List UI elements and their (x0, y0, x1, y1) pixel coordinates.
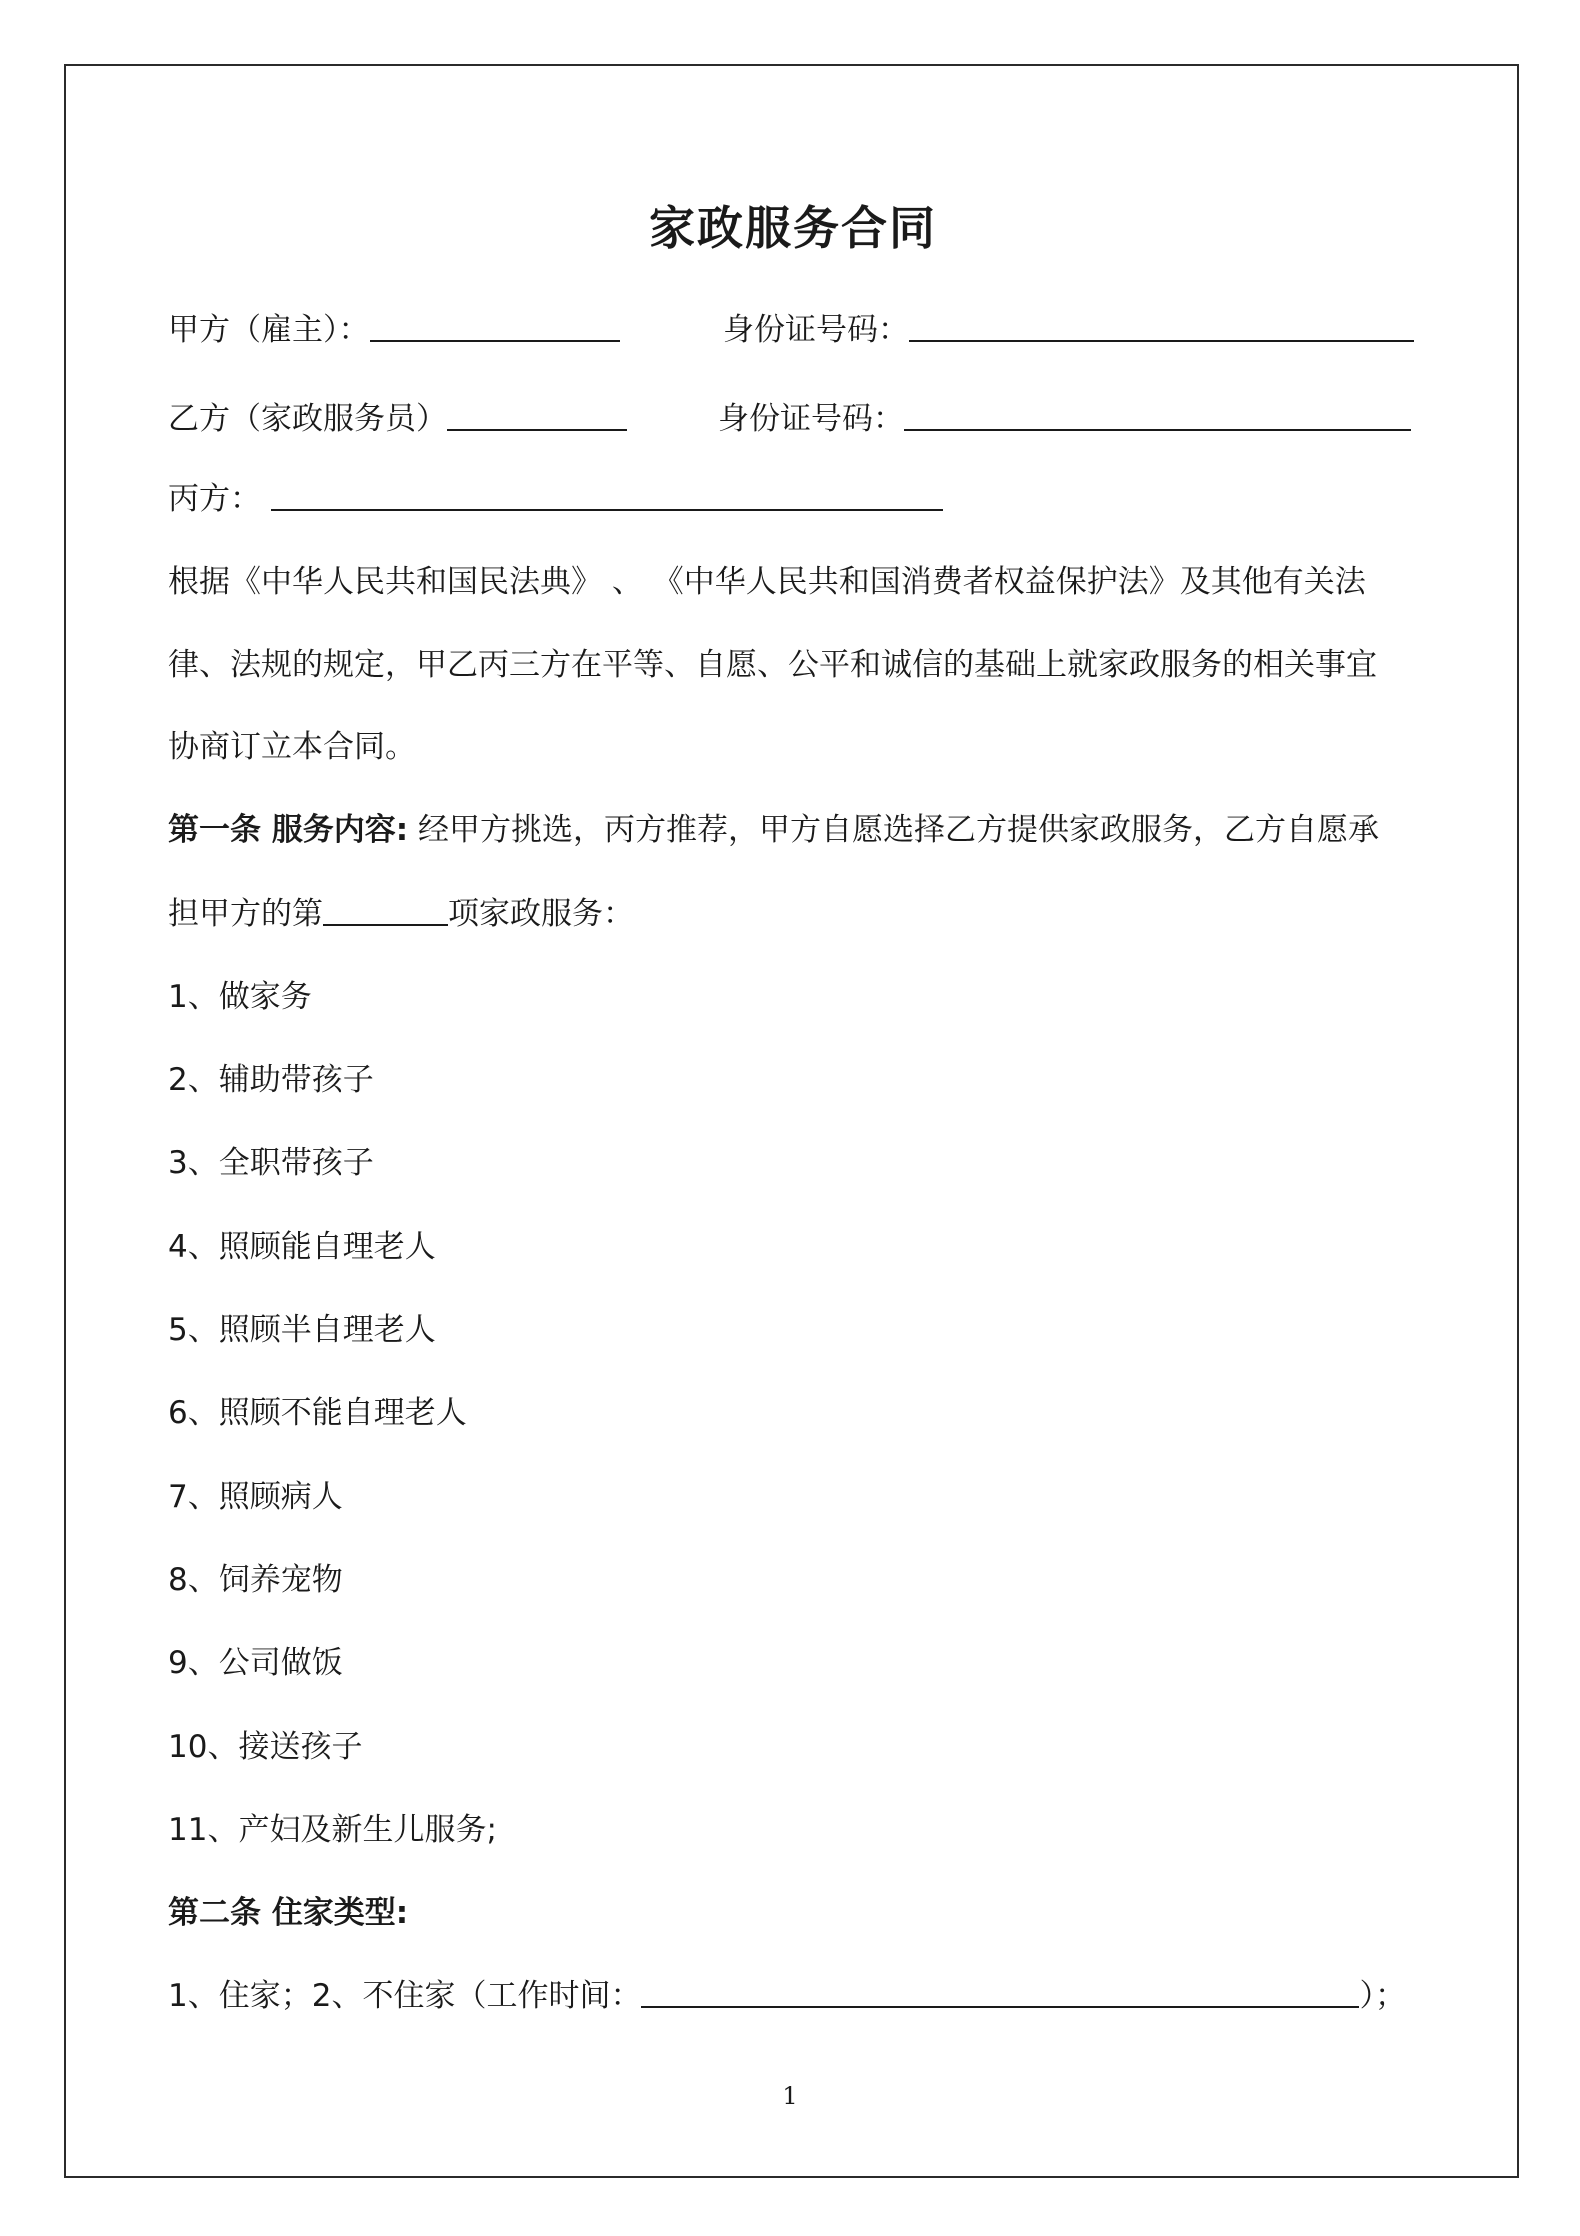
article1-text: 经甲方挑选，丙方推荐，甲方自愿选择乙方提供家政服务，乙方自愿承 (408, 812, 1380, 848)
service-item-10: 10、接送孩子 (168, 1729, 363, 1765)
intro-line-2: 律、法规的规定，甲乙丙三方在平等、自愿、公平和诚信的基础上就家政服务的相关事宜 (168, 647, 1377, 683)
page-border (64, 64, 1519, 2178)
article2-heading: 第二条 住家类型: (168, 1895, 409, 1931)
service-number-blank[interactable] (323, 894, 448, 926)
party-a-label: 甲方（雇主）： (168, 312, 370, 348)
service-item-1: 1、做家务 (168, 979, 312, 1015)
article1-heading: 第一条 服务内容: (168, 812, 409, 848)
article1-line-2 (168, 893, 634, 935)
party-b-label: 乙方（家政服务员） (168, 401, 447, 437)
page-number: 1 (782, 2082, 798, 2110)
service-item-9: 9、公司做饭 (168, 1645, 343, 1681)
party-c-label: 丙方： (168, 481, 261, 517)
intro-line-1: 根据《中华人民共和国民法典》 、 《中华人民共和国消费者权益保护法》及其他有关法 (168, 564, 1366, 600)
intro-line-3: 协商订立本合同。 (168, 729, 416, 765)
party-a-id-row (723, 309, 1414, 351)
party-c-row (168, 478, 943, 520)
service-item-5: 5、照顾半自理老人 (168, 1312, 436, 1348)
party-a-name-blank[interactable] (370, 310, 620, 342)
party-c-blank[interactable] (271, 479, 943, 511)
party-b-id-label: 身份证号码： (718, 401, 904, 437)
service-item-2: 2、辅助带孩子 (168, 1062, 374, 1098)
service-item-11: 11、产妇及新生儿服务; (168, 1812, 497, 1848)
page-title: 家政服务合同 (649, 201, 937, 255)
service-item-8: 8、饲养宠物 (168, 1562, 343, 1598)
work-time-blank[interactable] (641, 1976, 1359, 2008)
article1-line2-suffix: 项家政服务： (448, 896, 634, 932)
party-a-id-label: 身份证号码： (723, 312, 909, 348)
service-item-7: 7、照顾病人 (168, 1479, 343, 1515)
article2-line (168, 1975, 1406, 2017)
party-b-row (168, 398, 627, 440)
party-a-id-blank[interactable] (909, 310, 1414, 342)
service-item-6: 6、照顾不能自理老人 (168, 1395, 467, 1431)
article2-prefix: 1、住家；2、不住家（工作时间： (168, 1978, 642, 2014)
service-item-3: 3、全职带孩子 (168, 1145, 374, 1181)
article2-suffix: ）； (1359, 1978, 1406, 2014)
party-b-id-blank[interactable] (904, 399, 1411, 431)
party-b-name-blank[interactable] (447, 399, 627, 431)
article1-line-1 (168, 809, 1379, 851)
article1-line2-prefix: 担甲方的第 (168, 896, 323, 932)
party-b-id-row (718, 398, 1411, 440)
service-item-4: 4、照顾能自理老人 (168, 1229, 436, 1265)
party-a-row (168, 309, 620, 351)
